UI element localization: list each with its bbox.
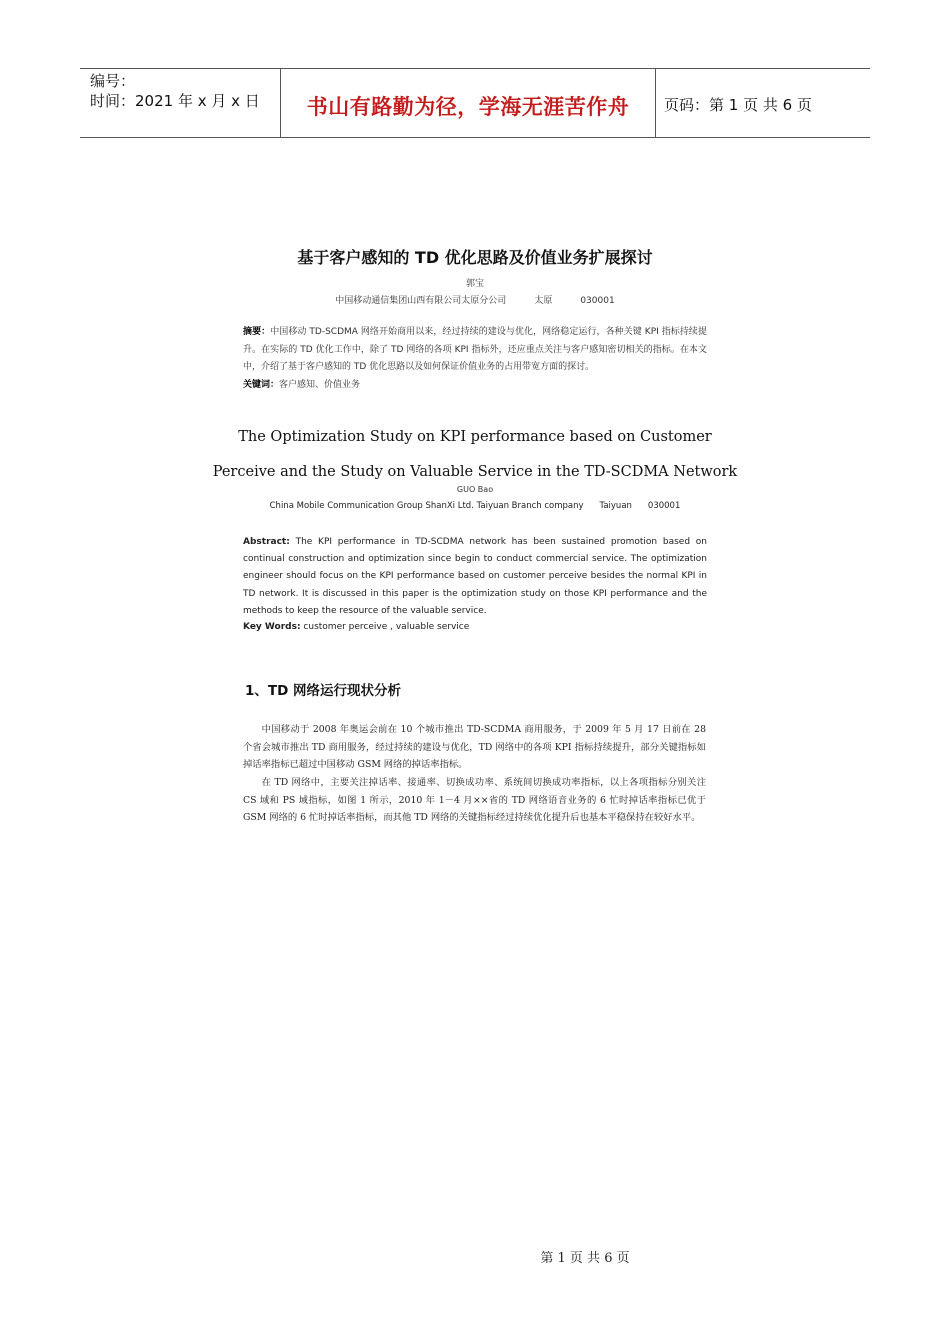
body-paragraph: 在 TD 网络中，主要关注掉话率、接通率、切换成功率、系统间切换成功率指标，以上各项指标分别关注 CS 域和 PS 域指标，如图 1 所示，2010 年 1－4 月××省的 TD 网络语音业务的 6 忙时掉话率指标已优于 GSM 网络的 6 忙时掉话率指标，而其他 TD 网络的关键指标经过持续优化提升后也基本平稳保持在较好水平。: [243, 777, 706, 824]
affiliation-en-postcode: 030001: [647, 501, 681, 511]
paper-title-en-line1: The Optimization Study on KPI performance based on Customer: [238, 429, 712, 445]
header-divider: [655, 69, 656, 137]
abstract-en-text: The KPI performance in TD-SCDMA network has been sustained promotion based on continual construction and optimization since begin to conduct commercial service. The optimization engineer should focus on the KPI performance based on customer perceive besides the normal KPI in TD network. It is discussed in this paper is the optimization study on those KPI performance and the methods to keep the resource of the valuable service.: [243, 537, 707, 616]
affiliation-en: [0, 501, 950, 511]
abstract-cn-text: 中国移动 TD-SCDMA 网络开始商用以来，经过持续的建设与优化，网络稳定运行，各种关键 KPI 指标持续提升。在实际的 TD 优化工作中，除了 TD 网络的各项 KPI 指标外，还应重点关注与客户感知密切相关的指标。在本文中，介绍了基于客户感知的 TD 优化思路以及如何保证价值业务的占用带宽方面的探讨。: [243, 327, 707, 372]
paper-title-cn: 基于客户感知的 TD 优化思路及价值业务扩展探讨: [297, 248, 653, 267]
body-paragraph: 中国移动于 2008 年奥运会前在 10 个城市推出 TD-SCDMA 商用服务，于 2009 年 5 月 17 日前在 28 个省会城市推出 TD 商用服务，经过持续的建设与优化，TD 网络中的各项 KPI 指标持续提升，部分关键指标如掉话率指标已超过中国移动 GSM 网络的掉话率指标。: [243, 724, 706, 771]
keywords-cn-label: 关键词：: [243, 380, 280, 390]
affiliation-en-org: China Mobile Communication Group ShanXi Ltd. Taiyuan Branch company: [269, 501, 584, 511]
keywords-cn: [243, 377, 707, 390]
paper-title-en: [0, 420, 950, 490]
page-footer: 第 1 页 共 6 页: [540, 1251, 630, 1266]
abstract-cn: [243, 324, 707, 377]
affiliation-cn-city: 太原: [534, 296, 553, 306]
page-header: [80, 68, 870, 138]
abstract-cn-label: 摘要：: [243, 327, 271, 337]
affiliation-en-city: Taiyuan: [599, 501, 632, 511]
affiliation-cn-org: 中国移动通信集团山西有限公司太原分公司: [335, 296, 507, 306]
header-page-info: 页码：第 1 页 共 6 页: [664, 96, 812, 114]
affiliation-cn-postcode: 030001: [580, 296, 615, 306]
author-en: GUO Bao: [456, 485, 494, 494]
keywords-en: [243, 622, 707, 632]
keywords-en-text: customer perceive , valuable service: [303, 622, 470, 632]
keywords-cn-text: 客户感知、价值业务: [279, 380, 361, 390]
abstract-en-label: Abstract:: [243, 537, 290, 547]
header-motto: 书山有路勤为径，学海无涯苦作舟: [306, 95, 630, 119]
document-number-label: 编号：: [90, 72, 136, 90]
author-cn: 郭宝: [465, 279, 484, 289]
paper-title-en-line2: Perceive and the Study on Valuable Service in the TD-SCDMA Network: [212, 464, 738, 480]
keywords-en-label: Key Words:: [243, 622, 301, 632]
abstract-en: [243, 534, 707, 620]
document-time-label: 时间：2021 年 x 月 x 日: [90, 92, 260, 110]
header-meta: [90, 71, 280, 111]
affiliation-cn: [0, 293, 950, 306]
section-heading: 1、TD 网络运行现状分析: [245, 683, 402, 699]
